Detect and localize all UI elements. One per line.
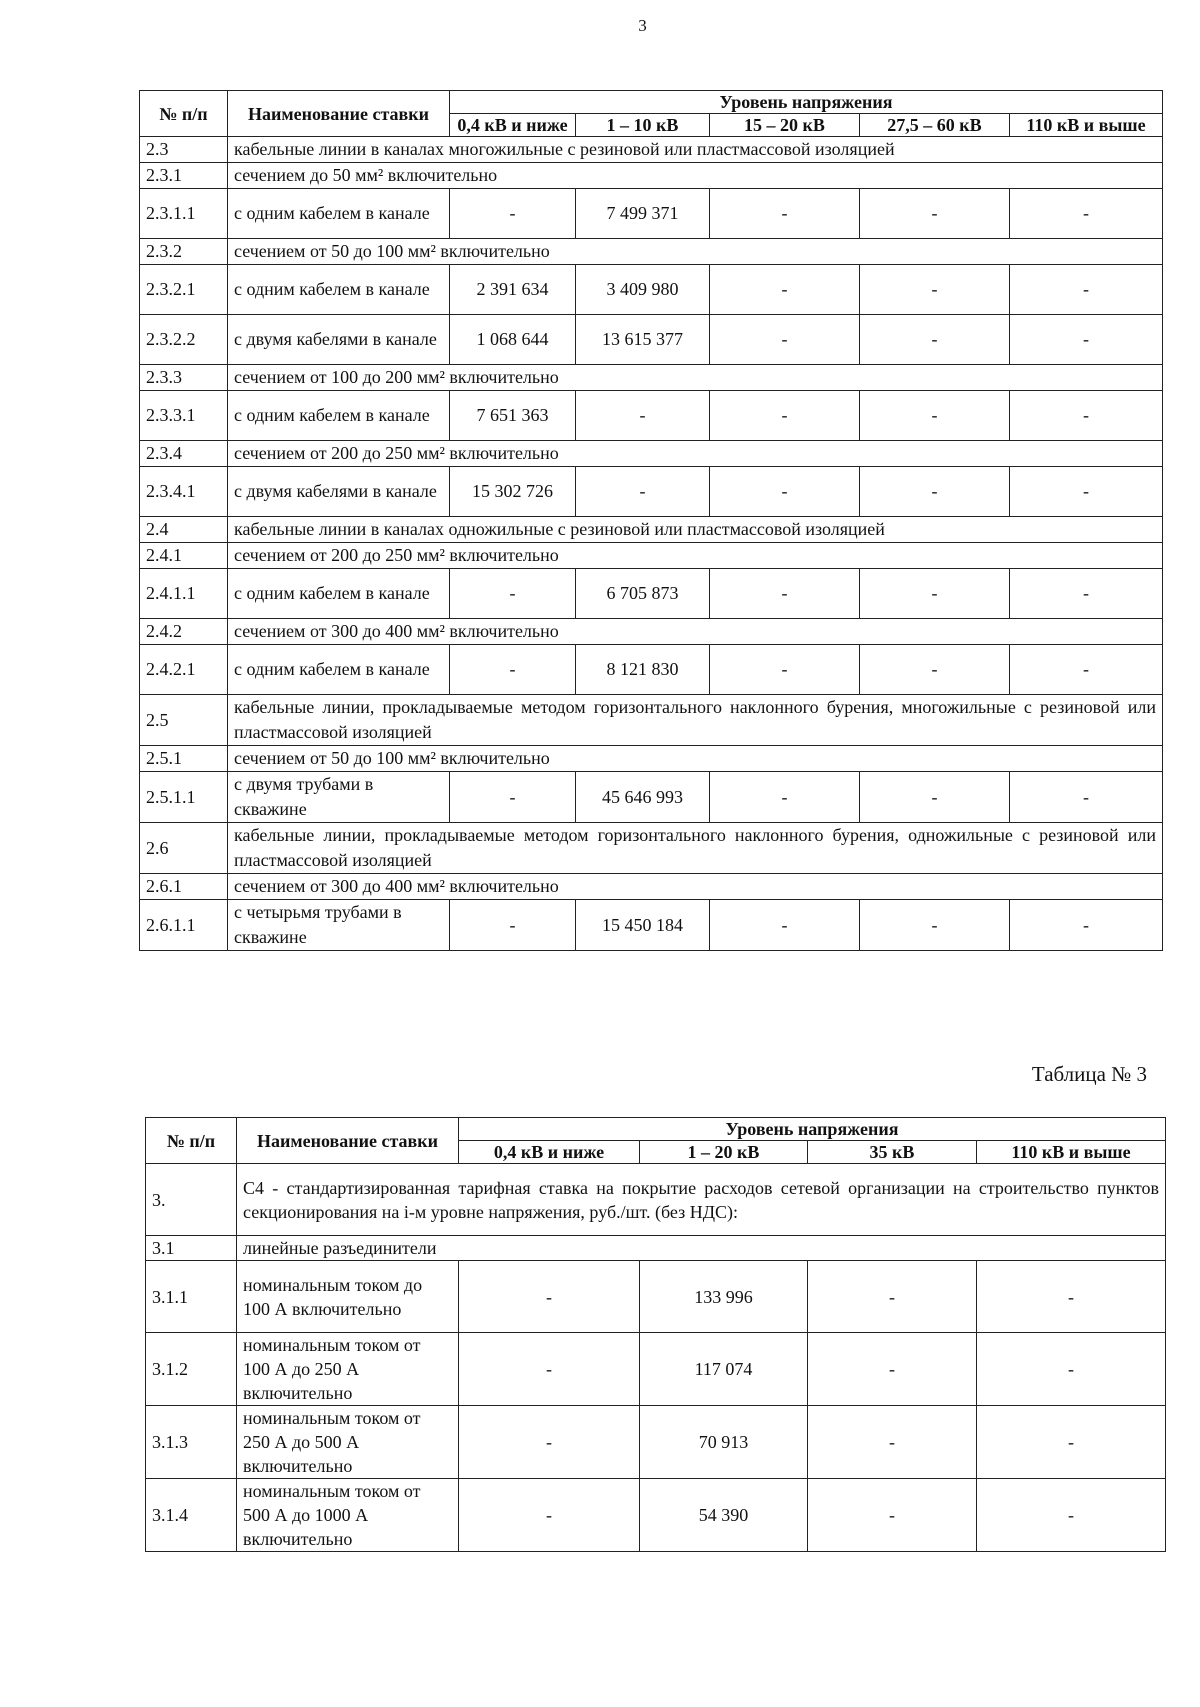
header-level-2: 15 – 20 кВ — [710, 114, 860, 137]
rate-value: 2 391 634 — [450, 265, 576, 315]
rate-value: - — [860, 900, 1010, 951]
rate-name: с одним кабелем в канале — [228, 265, 450, 315]
table-row — [140, 239, 1163, 265]
header-row — [140, 91, 1163, 114]
section-title: сечением до 50 мм² включительно — [228, 163, 1163, 189]
rate-value: - — [860, 391, 1010, 441]
table-row — [140, 265, 1163, 315]
rate-value: - — [860, 315, 1010, 365]
tariff-table-3 — [145, 1117, 1166, 1552]
rate-value: - — [710, 772, 860, 823]
rate-value: - — [459, 1406, 640, 1479]
table-row — [140, 695, 1163, 746]
rate-name: номинальным током от 100 А до 250 А включительно — [237, 1333, 459, 1406]
rate-name: с четырьмя трубами в скважине — [228, 900, 450, 951]
rate-value: - — [710, 569, 860, 619]
table-row — [140, 163, 1163, 189]
table-row — [140, 517, 1163, 543]
row-number: 3.1 — [146, 1236, 237, 1261]
rate-value: - — [808, 1333, 977, 1406]
rate-value: - — [808, 1261, 977, 1333]
rate-name: с двумя кабелями в канале — [228, 467, 450, 517]
rate-value: - — [450, 900, 576, 951]
table-row — [146, 1164, 1166, 1236]
row-number: 2.3.4 — [140, 441, 228, 467]
rate-value: - — [860, 645, 1010, 695]
rate-value: 3 409 980 — [576, 265, 710, 315]
header-level-3: 110 кВ и выше — [977, 1141, 1166, 1164]
table-row — [140, 315, 1163, 365]
section-title: кабельные линии, прокладываемые методом горизонтального наклонного бурения, многожильные с резиновой или пластмассовой изоляцией — [228, 695, 1163, 746]
rate-name: с одним кабелем в канале — [228, 645, 450, 695]
section-title: сечением от 300 до 400 мм² включительно — [228, 619, 1163, 645]
rate-value: - — [710, 189, 860, 239]
rate-name: номинальным током от 500 А до 1000 А включительно — [237, 1479, 459, 1552]
rate-value: - — [977, 1261, 1166, 1333]
rate-value: - — [808, 1406, 977, 1479]
table-row — [140, 772, 1163, 823]
rate-value: - — [450, 645, 576, 695]
row-number: 2.3.2.2 — [140, 315, 228, 365]
rate-value: - — [710, 645, 860, 695]
rate-value: - — [977, 1406, 1166, 1479]
table-row — [140, 441, 1163, 467]
table-3-caption: Таблица № 3 — [1031, 1062, 1147, 1086]
rate-value: - — [1010, 391, 1163, 441]
row-number: 2.3.2.1 — [140, 265, 228, 315]
table-row — [146, 1406, 1166, 1479]
rate-value: 133 996 — [640, 1261, 808, 1333]
rate-value: - — [1010, 315, 1163, 365]
section-title: кабельные линии, прокладываемые методом горизонтального наклонного бурения, одножильные с резиновой или пластмассовой изоляцией — [228, 823, 1163, 874]
table-row — [140, 189, 1163, 239]
row-number: 3.1.3 — [146, 1406, 237, 1479]
rate-value: 13 615 377 — [576, 315, 710, 365]
rate-value: - — [977, 1479, 1166, 1552]
row-number: 2.4.1.1 — [140, 569, 228, 619]
rate-value: - — [710, 265, 860, 315]
row-number: 2.5.1.1 — [140, 772, 228, 823]
rate-value: - — [459, 1333, 640, 1406]
rate-value: 54 390 — [640, 1479, 808, 1552]
header-num: № п/п — [146, 1118, 237, 1164]
table-row — [140, 543, 1163, 569]
row-number: 2.6.1.1 — [140, 900, 228, 951]
row-number: 2.3.3 — [140, 365, 228, 391]
section-title: кабельные линии в каналах многожильные с резиновой или пластмассовой изоляцией — [228, 137, 1163, 163]
row-number: 2.3.1 — [140, 163, 228, 189]
row-number: 2.3.2 — [140, 239, 228, 265]
header-level-4: 110 кВ и выше — [1010, 114, 1163, 137]
rate-value: 15 302 726 — [450, 467, 576, 517]
rate-value: - — [860, 569, 1010, 619]
row-number: 3.1.1 — [146, 1261, 237, 1333]
header-voltage-group: Уровень напряжения — [450, 91, 1163, 114]
section-title: сечением от 300 до 400 мм² включительно — [228, 874, 1163, 900]
rate-value: - — [1010, 772, 1163, 823]
row-number: 2.5.1 — [140, 746, 228, 772]
table-row — [140, 569, 1163, 619]
rate-value: - — [576, 467, 710, 517]
section-title: сечением от 200 до 250 мм² включительно — [228, 543, 1163, 569]
rate-value: - — [977, 1333, 1166, 1406]
rate-value: - — [860, 467, 1010, 517]
rate-value: - — [450, 772, 576, 823]
rate-value: - — [808, 1479, 977, 1552]
row-number: 3.1.2 — [146, 1333, 237, 1406]
table-row — [140, 900, 1163, 951]
rate-value: - — [710, 391, 860, 441]
rate-name: с одним кабелем в канале — [228, 189, 450, 239]
rate-value: - — [1010, 900, 1163, 951]
table-row — [146, 1479, 1166, 1552]
row-number: 2.4 — [140, 517, 228, 543]
header-level-0: 0,4 кВ и ниже — [450, 114, 576, 137]
header-level-3: 27,5 – 60 кВ — [860, 114, 1010, 137]
row-number: 2.6 — [140, 823, 228, 874]
rate-name: с двумя трубами в скважине — [228, 772, 450, 823]
section-title: сечением от 100 до 200 мм² включительно — [228, 365, 1163, 391]
rate-value: - — [710, 467, 860, 517]
header-name: Наименование ставки — [237, 1118, 459, 1164]
rate-value: 6 705 873 — [576, 569, 710, 619]
table-row — [140, 365, 1163, 391]
rate-value: - — [1010, 645, 1163, 695]
header-level-2: 35 кВ — [808, 1141, 977, 1164]
table-row — [140, 823, 1163, 874]
row-number: 2.3 — [140, 137, 228, 163]
row-number: 3. — [146, 1164, 237, 1236]
rate-name: с одним кабелем в канале — [228, 569, 450, 619]
rate-value: - — [1010, 265, 1163, 315]
row-number: 2.5 — [140, 695, 228, 746]
rate-value: - — [710, 900, 860, 951]
rate-value: 7 651 363 — [450, 391, 576, 441]
rate-value: 45 646 993 — [576, 772, 710, 823]
rate-value: - — [710, 315, 860, 365]
table-row — [140, 137, 1163, 163]
rate-value: 8 121 830 — [576, 645, 710, 695]
header-level-1: 1 – 20 кВ — [640, 1141, 808, 1164]
table-row — [140, 467, 1163, 517]
rate-value: 70 913 — [640, 1406, 808, 1479]
rate-value: - — [1010, 189, 1163, 239]
rate-value: - — [450, 569, 576, 619]
rate-value: - — [576, 391, 710, 441]
row-number: 2.4.2 — [140, 619, 228, 645]
row-number: 3.1.4 — [146, 1479, 237, 1552]
rate-value: - — [1010, 569, 1163, 619]
row-number: 2.6.1 — [140, 874, 228, 900]
header-num: № п/п — [140, 91, 228, 137]
header-voltage-group: Уровень напряжения — [459, 1118, 1166, 1141]
section-title: кабельные линии в каналах одножильные с резиновой или пластмассовой изоляцией — [228, 517, 1163, 543]
tariff-table-2 — [139, 90, 1163, 951]
header-level-0: 0,4 кВ и ниже — [459, 1141, 640, 1164]
row-number: 2.4.1 — [140, 543, 228, 569]
rate-value: - — [860, 772, 1010, 823]
section-title: линейные разъединители — [237, 1236, 1166, 1261]
table-row — [146, 1236, 1166, 1261]
rate-name: с двумя кабелями в канале — [228, 315, 450, 365]
header-level-1: 1 – 10 кВ — [576, 114, 710, 137]
section-title: сечением от 50 до 100 мм² включительно — [228, 746, 1163, 772]
table-row — [140, 874, 1163, 900]
header-row — [146, 1118, 1166, 1141]
table-row — [140, 391, 1163, 441]
page-number: 3 — [638, 16, 647, 35]
header-name: Наименование ставки — [228, 91, 450, 137]
rate-value: - — [860, 265, 1010, 315]
section-title: сечением от 200 до 250 мм² включительно — [228, 441, 1163, 467]
rate-value: 117 074 — [640, 1333, 808, 1406]
row-number: 2.3.1.1 — [140, 189, 228, 239]
table-row — [146, 1261, 1166, 1333]
rate-value: - — [1010, 467, 1163, 517]
rate-value: - — [860, 189, 1010, 239]
row-number: 2.4.2.1 — [140, 645, 228, 695]
table-row — [140, 645, 1163, 695]
table-row — [140, 746, 1163, 772]
row-number: 2.3.3.1 — [140, 391, 228, 441]
section-title: сечением от 50 до 100 мм² включительно — [228, 239, 1163, 265]
rate-value: - — [450, 189, 576, 239]
rate-value: - — [459, 1479, 640, 1552]
rate-value: 15 450 184 — [576, 900, 710, 951]
rate-name: номинальным током до 100 А включительно — [237, 1261, 459, 1333]
section-title: С4 - стандартизированная тарифная ставка на покрытие расходов сетевой организации на строительство пунктов секционирования на i-м уровне напряжения, руб./шт. (без НДС): — [237, 1164, 1166, 1236]
table-row — [146, 1333, 1166, 1406]
rate-name: номинальным током от 250 А до 500 А включительно — [237, 1406, 459, 1479]
rate-value: 7 499 371 — [576, 189, 710, 239]
row-number: 2.3.4.1 — [140, 467, 228, 517]
rate-value: 1 068 644 — [450, 315, 576, 365]
rate-value: - — [459, 1261, 640, 1333]
rate-name: с одним кабелем в канале — [228, 391, 450, 441]
table-row — [140, 619, 1163, 645]
